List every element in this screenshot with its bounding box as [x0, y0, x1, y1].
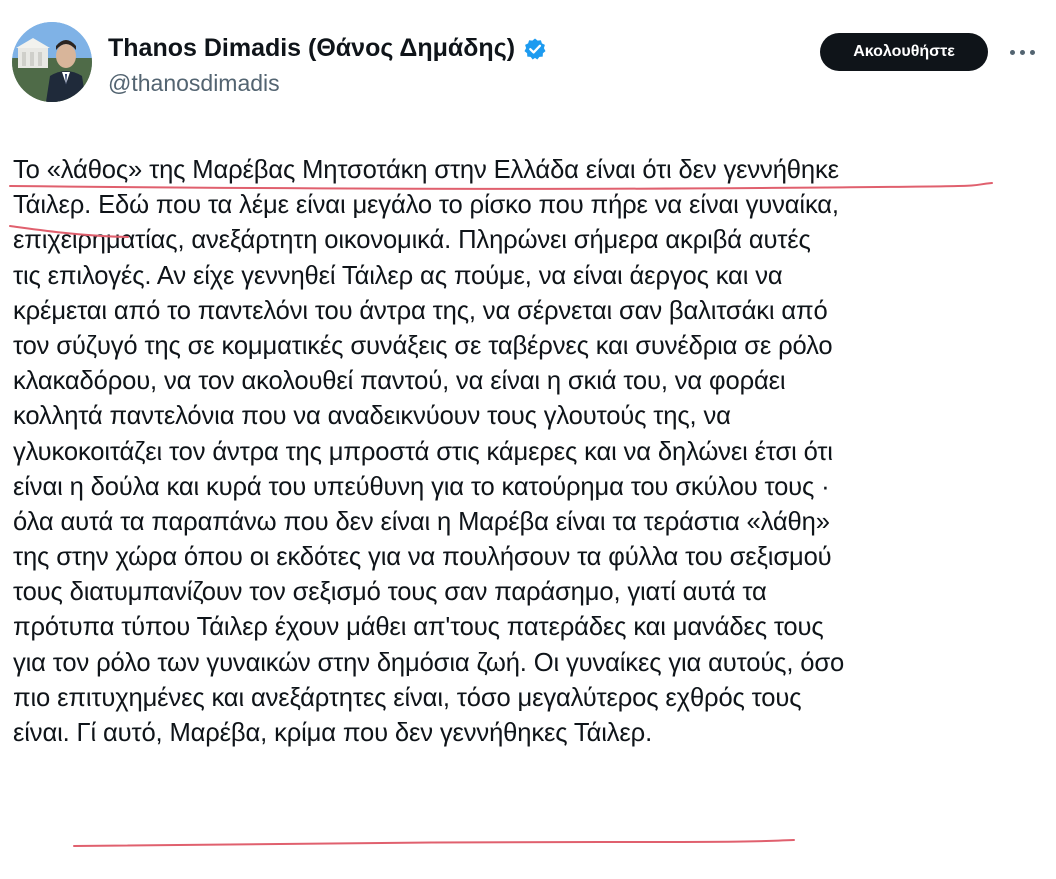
follow-button[interactable]: Ακολουθήστε: [820, 33, 988, 71]
display-name[interactable]: Thanos Dimadis (Θάνος Δημάδης): [108, 34, 516, 62]
underline-stroke-bottom: [74, 840, 794, 846]
more-dot: [1030, 50, 1035, 55]
tweet-line: είναι η δούλα και κυρά του υπεύθυνη για το κατούρημα του σκύλου τους ·: [13, 472, 830, 501]
tweet-line: της στην χώρα όπου οι εκδότες για να πουλήσουν τα φύλλα του σεξισμού: [13, 543, 832, 572]
more-dot: [1020, 50, 1025, 55]
tweet-line: είναι. Γί αυτό, Μαρέβα, κρίμα που δεν γεννήθηκες Τάιλερ.: [13, 719, 653, 747]
avatar-photo: [12, 22, 92, 102]
tweet-line: γλυκοκοιτάζει τον άντρα της μπροστά στις κάμερες και να δηλώνει έτσι ότι: [13, 437, 833, 466]
tweet-line: Το «λάθος» της Μαρέβας Μητσοτάκη στην Ελλάδα είναι ότι δεν γεννήθηκε: [13, 156, 839, 184]
tweet-line: τον σύζυγό της σε κομματικές συνάξεις σε ταβέρνες και συνέδρια σε ρόλο: [13, 331, 833, 360]
tweet-line: επιχειρηματίας, ανεξάρτητη οικονομικά. Πληρώνει σήμερα ακριβά αυτές: [13, 226, 811, 255]
user-handle[interactable]: @thanosdimadis: [108, 70, 280, 96]
tweet-line: τους διατυμπανίζουν τον σεξισμό τους σαν παράσημο, γιατί αυτά τα: [13, 578, 767, 607]
tweet-line: όλα αυτά τα παραπάνω που δεν είναι η Μαρέβα είναι τα τεράστια «λάθη»: [13, 507, 830, 536]
tweet-line: τις επιλογές. Αν είχε γεννηθεί Τάιλερ ας πούμε, να είναι άεργος και να: [13, 261, 783, 290]
tweet-line: κρέμεται από το παντελόνι του άντρα της, να σέρνεται σαν βαλιτσάκι από: [13, 296, 828, 325]
name-row: [108, 34, 547, 63]
more-options-icon[interactable]: [1000, 40, 1044, 64]
tweet-line: πρότυπα τύπου Τάιλερ έχουν μάθει απ'τους πατεράδες και μανάδες τους: [13, 613, 824, 642]
tweet-line: κλακαδόρου, να τον ακολουθεί παντού, να είναι η σκιά του, να φοράει: [13, 367, 786, 396]
more-dot: [1010, 50, 1015, 55]
tweet-text: [13, 153, 1048, 751]
verified-badge-icon: [523, 37, 547, 61]
avatar[interactable]: [12, 22, 92, 102]
tweet-line: Τάιλερ. Εδώ που τα λέμε είναι μεγάλο το ρίσκο που πήρε να είναι γυναίκα,: [13, 191, 839, 220]
tweet-line: κολλητά παντελόνια που να αναδεικνύουν τους γλουτούς της, να: [13, 402, 731, 431]
tweet-header: [0, 0, 1056, 110]
tweet-line: πιο επιτυχημένες και ανεξάρτητες είναι, τόσο μεγαλύτερος εχθρός τους: [13, 683, 802, 712]
tweet-line: για τον ρόλο των γυναικών στην δημόσια ζωή. Οι γυναίκες για αυτούς, όσο: [13, 648, 845, 677]
